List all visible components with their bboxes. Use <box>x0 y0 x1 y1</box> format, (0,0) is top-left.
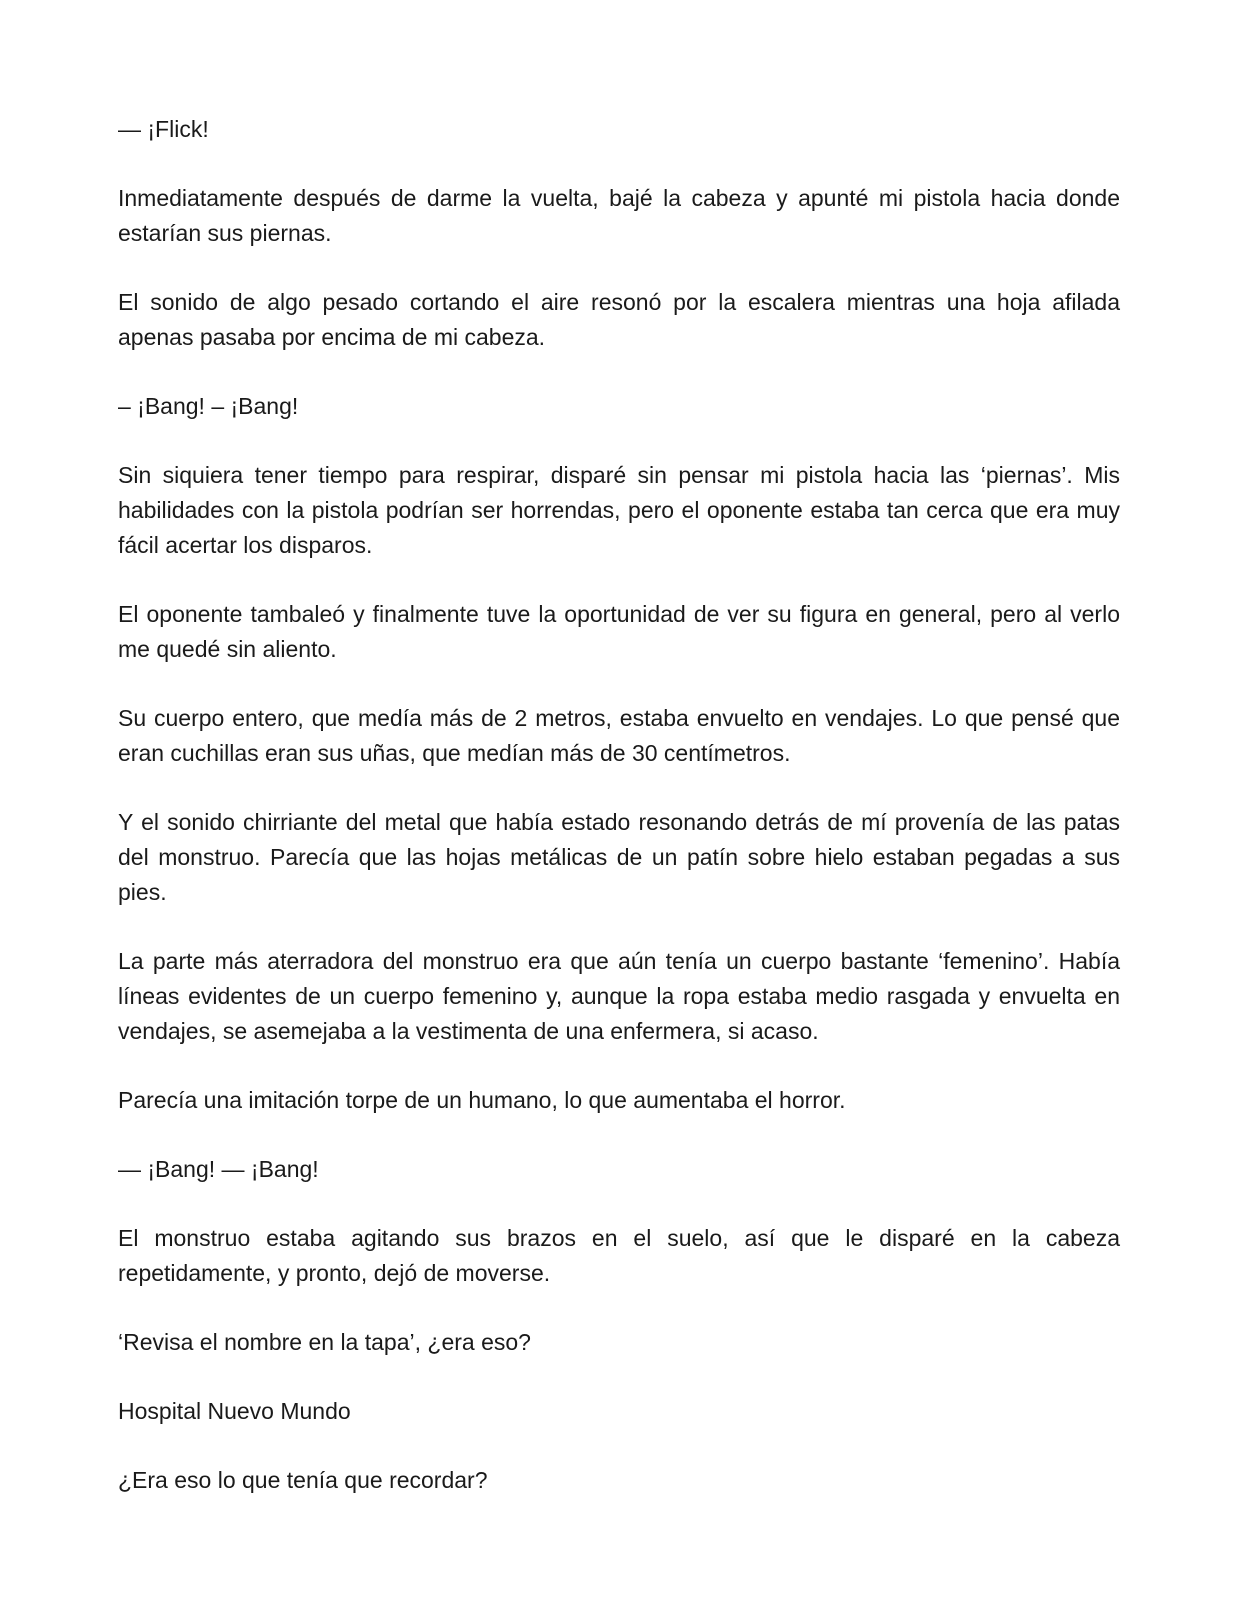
paragraph-shoot-legs: Sin siquiera tener tiempo para respirar, disparé sin pensar mi pistola hacia las ‘piernas’. Mis habilidades con la pistola podrían ser horrendas, pero el oponente estaba tan cerca que era muy fácil acertar los disparos. <box>118 462 1120 558</box>
paragraph-bandages: Su cuerpo entero, que medía más de 2 metros, estaba envuelto en vendajes. Lo que pensé que eran cuchillas eran sus uñas, que medían más de 30 centímetros. <box>118 705 1120 766</box>
paragraph-remember: ¿Era eso lo que tenía que recordar? <box>118 1467 488 1493</box>
paragraph-blade-sound: El sonido de algo pesado cortando el aire resonó por la escalera mientras una hoja afilada apenas pasaba por encima de mi cabeza. <box>118 289 1120 350</box>
paragraph-flick: — ¡Flick! <box>118 116 209 142</box>
paragraph-hospital-name: Hospital Nuevo Mundo <box>118 1398 351 1424</box>
paragraph-feminine-body: La parte más aterradora del monstruo era que aún tenía un cuerpo bastante ‘femenino’. Había líneas evidentes de un cuerpo femenino y, aunque la ropa estaba medio rasgada y envuelta en vendajes, se asemejaba a la vestimenta de una enfermera, si acaso. <box>118 948 1120 1044</box>
paragraph-imitation: Parecía una imitación torpe de un humano, lo que aumentaba el horror. <box>118 1087 846 1113</box>
paragraph-metal-sound: Y el sonido chirriante del metal que había estado resonando detrás de mí provenía de las patas del monstruo. Parecía que las hojas metálicas de un patín sobre hielo estaban pegadas a sus pies. <box>118 809 1120 905</box>
paragraph-turn-around: Inmediatamente después de darme la vuelta, bajé la cabeza y apunté mi pistola hacia donde estarían sus piernas. <box>118 185 1120 246</box>
paragraph-opponent-staggers: El oponente tambaleó y finalmente tuve la oportunidad de ver su figura en general, pero al verlo me quedé sin aliento. <box>118 601 1120 662</box>
document-page <box>118 112 1120 1532</box>
paragraph-stopped-moving: El monstruo estaba agitando sus brazos en el suelo, así que le disparé en la cabeza repetidamente, y pronto, dejó de moverse. <box>118 1225 1120 1286</box>
paragraph-bang-2: — ¡Bang! — ¡Bang! <box>118 1156 319 1182</box>
paragraph-check-name: ‘Revisa el nombre en la tapa’, ¿era eso? <box>118 1329 531 1355</box>
paragraph-bang-1: – ¡Bang! – ¡Bang! <box>118 393 299 419</box>
